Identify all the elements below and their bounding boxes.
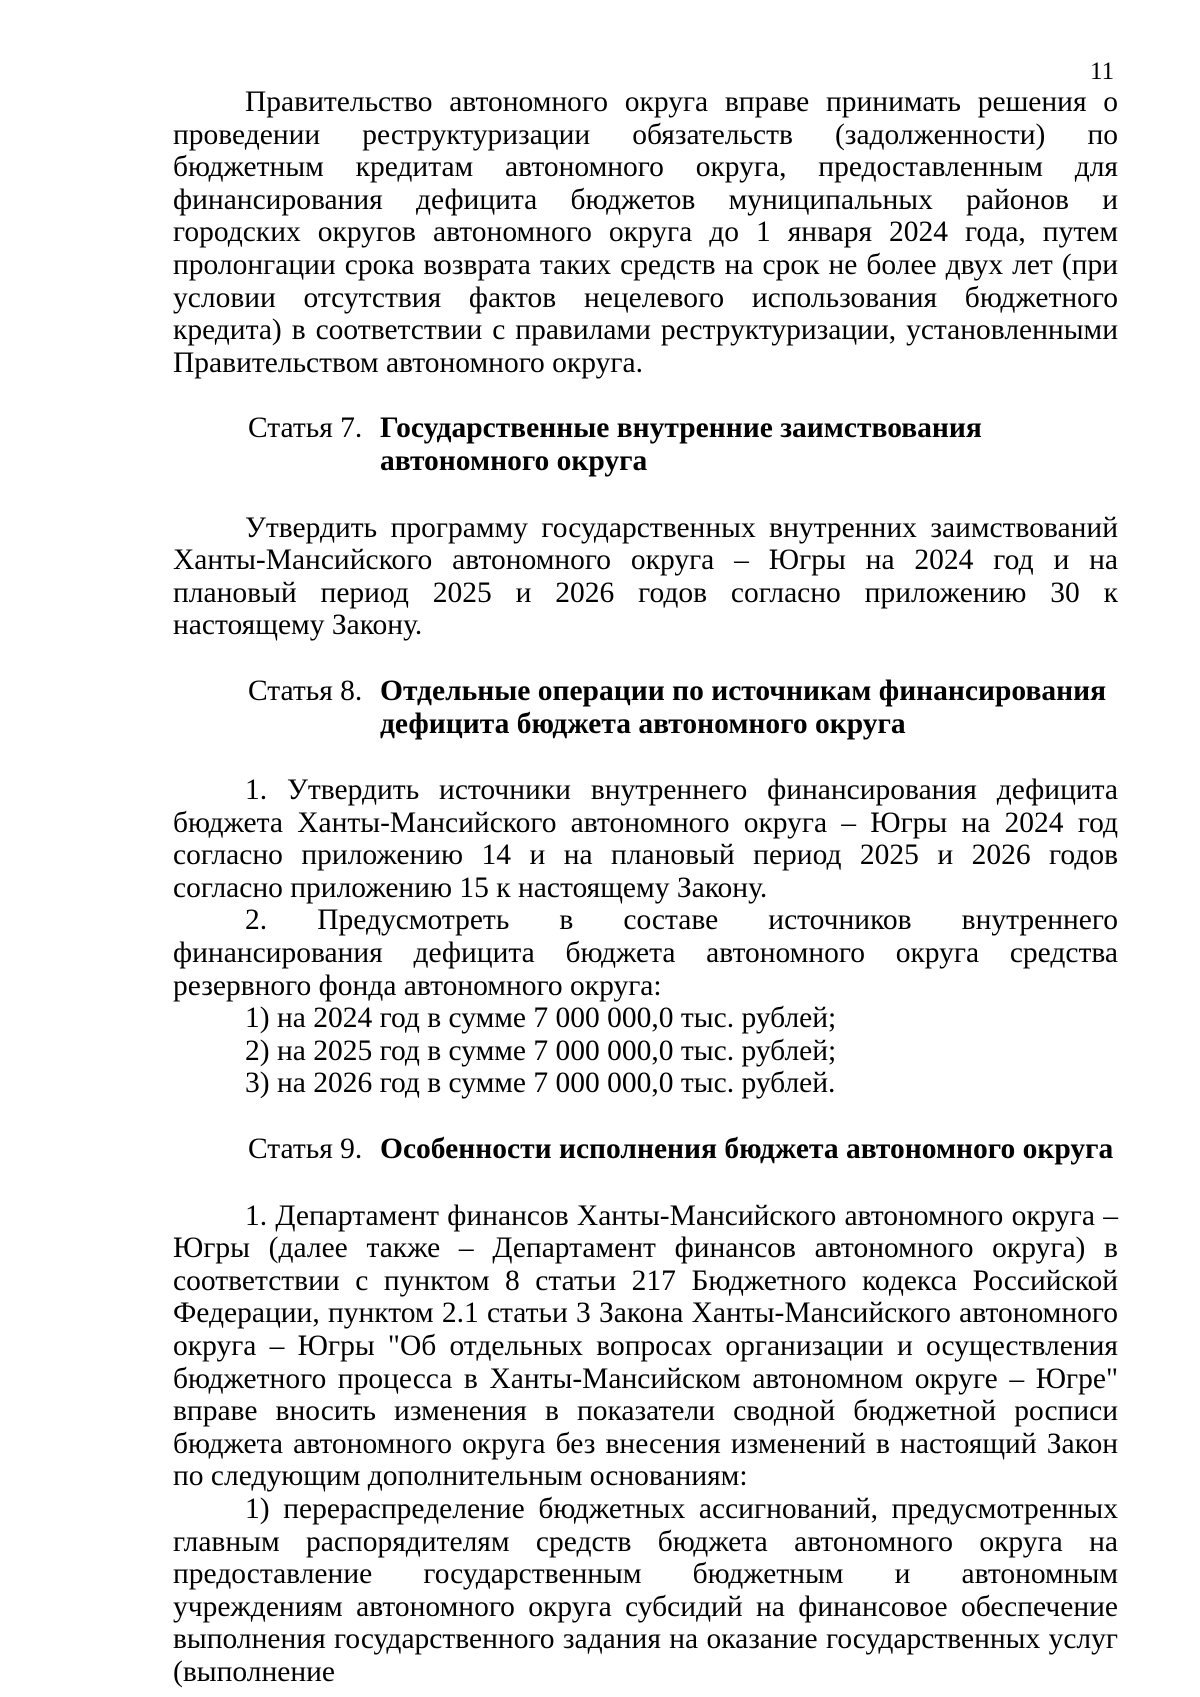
paragraph-reserve-fund: 2. Предусмотреть в составе источников внутреннего финансирования дефицита бюджета автономного округа средства резервного фонда автономного округа:	[173, 904, 1118, 1002]
list-item-2025: 2) на 2025 год в сумме 7 000 000,0 тыс. рублей;	[245, 1034, 837, 1067]
article-8-title: Отдельные операции по источникам финансирования дефицита бюджета автономного округа	[380, 674, 1107, 740]
article-7-number: Статья 7.	[248, 412, 363, 445]
article-7-title: Государственные внутренние заимствования автономного округа	[380, 412, 982, 477]
article-7-heading	[173, 412, 1118, 477]
article-8-heading	[173, 675, 1118, 740]
article-9-heading	[173, 1133, 1118, 1166]
article-9-number: Статья 9.	[248, 1133, 363, 1166]
page-number: 11	[1090, 58, 1115, 85]
article-8-number: Статья 8.	[248, 674, 363, 707]
paragraph-finance-department: 1. Департамент финансов Ханты-Мансийского автономного округа – Югры (далее также – Департамент финансов автономного округа) в соответствии с пунктом 8 статьи 217 Бюджетного кодекса Российской Федерации, пунктом 2.1 статьи 3 Закона Ханты-Мансийского автономного округа – Югры "Об отдельных вопросах организации и осуществления бюджетного процесса в Ханты-Мансийском автономном округе – Югре" вправе вносить изменения в показатели сводной бюджетной росписи бюджета автономного округа без внесения изменений в настоящий Закон по следующим дополнительным основаниям:	[173, 1199, 1118, 1493]
paragraph-borrowing-program: Утвердить программу государственных внутренних заимствований Ханты-Мансийского автономного округа – Югры на 2024 год и на плановый период 2025 и 2026 годов согласно приложению 30 к настоящему Закону.	[173, 511, 1118, 642]
article-9-title: Особенности исполнения бюджета автономного округа	[380, 1133, 1114, 1166]
paragraph-financing-sources: 1. Утвердить источники внутреннего финансирования дефицита бюджета Ханты-Мансийского автономного округа – Югры на 2024 год согласно приложению 14 и на плановый период 2025 и 2026 годов согласно приложению 15 к настоящему Закону.	[173, 774, 1118, 904]
document-body	[173, 86, 1118, 1689]
paragraph-restructuring: Правительство автономного округа вправе принимать решения о проведении реструктуризации обязательств (задолженности) по бюджетным кредитам автономного округа, предоставленным для финансирования дефицита бюджетов муниципальных районов и городских округов автономного округа до 1 января 2024 года, путем пролонгации срока возврата таких средств на срок не более двух лет (при условии отсутствия фактов нецелевого использования бюджетного кредита) в соответствии с правилами реструктуризации, установленными Правительством автономного округа.	[173, 86, 1118, 379]
list-item-2024: 1) на 2024 год в сумме 7 000 000,0 тыс. рублей;	[245, 1002, 837, 1035]
list-item-2026: 3) на 2026 год в сумме 7 000 000,0 тыс. рублей.	[245, 1067, 836, 1100]
paragraph-redistribution: 1) перераспределение бюджетных ассигнований, предусмотренных главным распорядителям средств бюджета автономного округа на предоставление государственным бюджетным и автономным учреждениям автономного округа субсидий на финансовое обеспечение выполнения государственного задания на оказание государственных услуг (выполнение	[173, 1492, 1118, 1688]
